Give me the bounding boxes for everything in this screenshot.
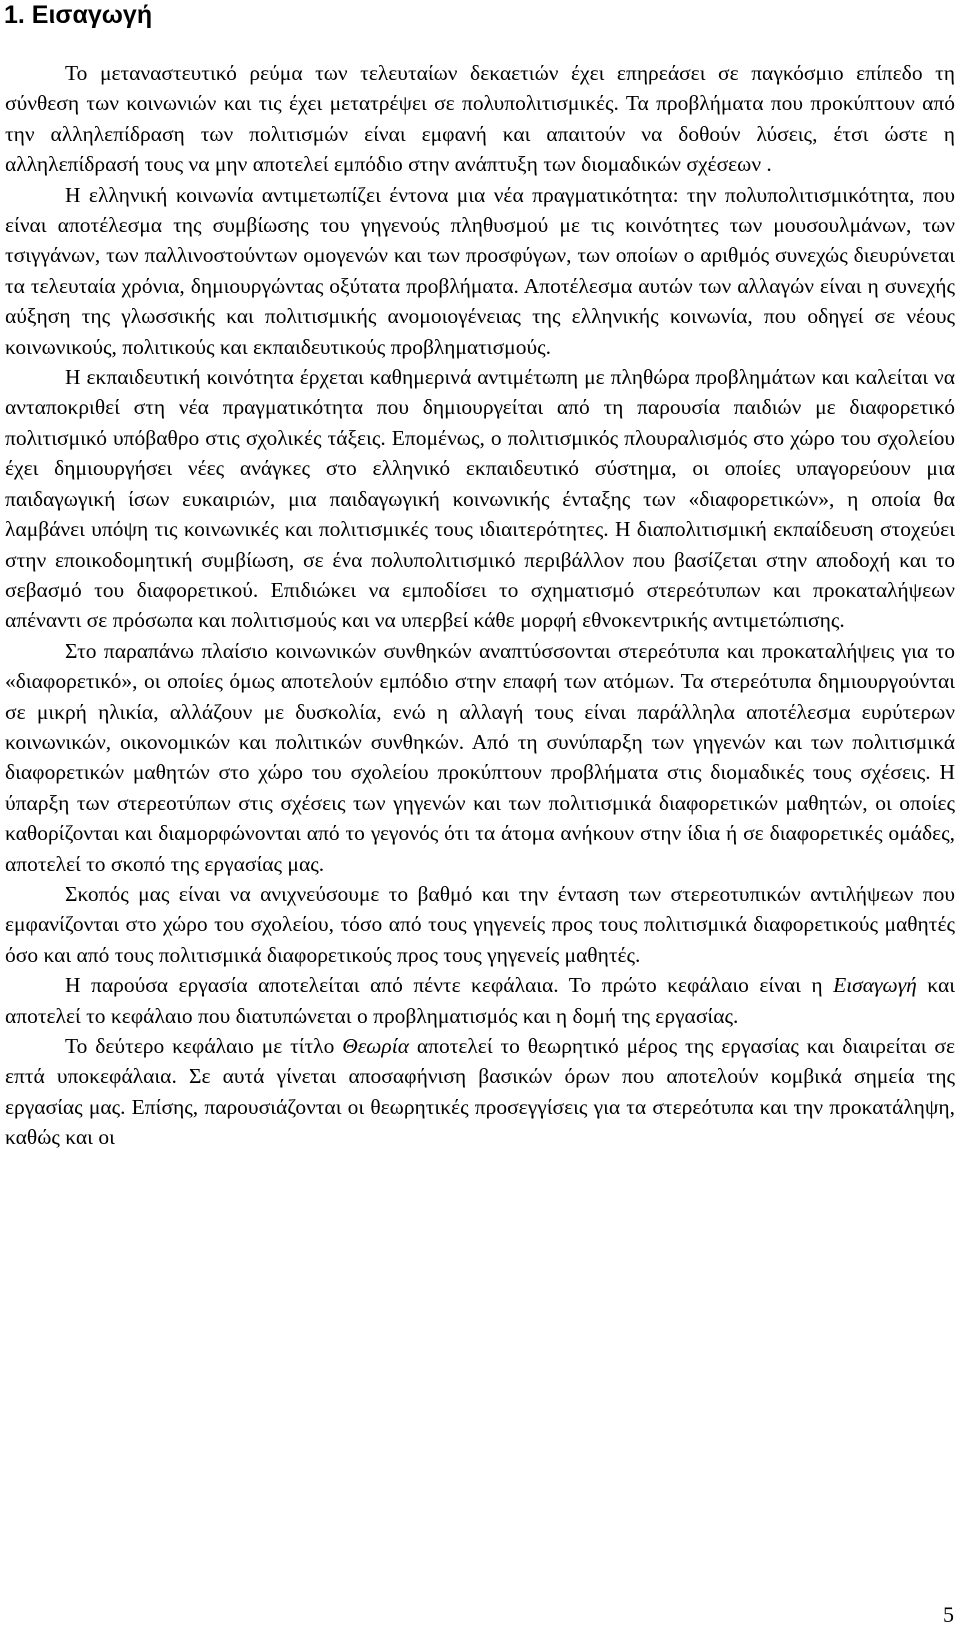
paragraph-3: Η εκπαιδευτική κοινότητα έρχεται καθημερινά αντιμέτωπη με πληθώρα προβλημάτων και καλείται να ανταποκριθεί στη νέα πραγματικότητα που δημιουργείται από τη παρουσία παιδιών με διαφορετικό πολιτισμικό υπόβαθρο στις σχολικές τάξεις. Επομένως, ο πολιτισμικός πλουραλισμός στο χώρο του σχολείου έχει δημιουργήσει νέες ανάγκες στο ελληνικό εκπαιδευτικό σύστημα, οι οποίες υπαγορεύουν μια παιδαγωγική ίσων ευκαιριών, μια παιδαγωγική κοινωνικής ένταξης των «διαφορετικών», η οποία θα λαμβάνει υπόψη τις κοινωνικές και πολιτισμικές τους ιδιαιτερότητες. Η διαπολιτισμική εκπαίδευση στοχεύει στην εποικοδομητική συμβίωση, σε ένα πολυπολιτισμικό περιβάλλον που βασίζεται στην αποδοχή και το σεβασμό του διαφορετικού. Επιδιώκει να εμποδίσει το σχηματισμό στερεότυπων και προκαταλήψεων απέναντι σε πρόσωπα και πολιτισμούς και να υπερβεί κάθε μορφή εθνοκεντρικής αντιμετώπισης.	[5, 365, 955, 633]
paragraph-4: Στο παραπάνω πλαίσιο κοινωνικών συνθηκών αναπτύσσονται στερεότυπα και προκαταλήψεις για το «διαφορετικό», οι οποίες όμως αποτελούν εμπόδιο στην επαφή των ατόμων. Τα στερεότυπα δημιουργούνται σε μικρή ηλικία, αλλάζουν με δυσκολία, ενώ η αλλαγή τους είναι παράλληλα αποτέλεσμα ευρύτερων κοινωνικών, οικονομικών και πολιτικών συνθηκών. Από τη συνύπαρξη των γηγενών και των πολιτισμικά διαφορετικών μαθητών στο χώρο του σχολείου προκύπτουν προβλήματα στις διομαδικές τους σχέσεις. Η ύπαρξη των στερεοτύπων στις σχέσεις των γηγενών και των πολιτισμικά διαφορετικών μαθητών, οι οποίες καθορίζονται και διαμορφώνονται από το γεγονός ότι τα άτομα ανήκουν στην ίδια ή σε διαφορετικές ομάδες, αποτελεί το σκοπό της εργασίας μας.	[5, 638, 955, 876]
body-text	[5, 58, 955, 1153]
chapter-name-introduction: Εισαγωγή	[833, 973, 917, 998]
chapter-name-theory: Θεωρία	[342, 1034, 409, 1058]
paragraph-2: Η ελληνική κοινωνία αντιμετωπίζει έντονα μια νέα πραγματικότητα: την πολυπολιτισμικότητα, που είναι αποτέλεσμα της συμβίωσης του γηγενούς πληθυσμού με τις κοινότητες των μουσουλμάνων, των τσιγγάνων, των παλλινοστούντων ομογενών και των προσφύγων, των οποίων ο αριθμός συνεχώς διευρύνεται τα τελευταία χρόνια, δημιουργώντας οξύτατα προβλήματα. Αποτέλεσμα αυτών των αλλαγών είναι η συνεχής αύξηση της γλωσσικής και πολιτισμικής ανομοιογένειας της ελληνικής κοινωνία, που οδηγεί σε νέους κοινωνικούς, πολιτικούς και εκπαιδευτικούς προβληματισμούς.	[5, 182, 955, 359]
paragraph-5: Σκοπός μας είναι να ανιχνεύσουμε το βαθμό και την ένταση των στερεοτυπικών αντιλήψεων που εμφανίζονται στο χώρο του σχολείου, τόσο από τους γηγενείς προς τους πολιτισμικά διαφορετικούς μαθητές όσο και από τους πολιτισμικά διαφορετικούς προς τους γηγενείς μαθητές.	[5, 881, 955, 967]
paragraph-7-text-after: αποτελεί το θεωρητικό μέρος της εργασίας και διαιρείται σε επτά υποκεφάλαια. Σε αυτά γίνεται αποσαφήνιση βασικών όρων που αποτελούν κομβικά σημεία της εργασίας μας. Επίσης, παρουσιάζονται οι θεωρητικές προσεγγίσεις για τα στερεότυπα και την προκατάληψη, καθώς και οι	[5, 1034, 955, 1150]
paragraph-7-text-before: Το δεύτερο κεφάλαιο με τίτλο	[65, 1034, 343, 1058]
paragraph-1: Το μεταναστευτικό ρεύμα των τελευταίων δεκαετιών έχει επηρεάσει σε παγκόσμιο επίπεδο τη σύνθεση των κοινωνιών και τις έχει μετατρέψει σε πολυπολιτισμικές. Τα προβλήματα που προκύπτουν από την αλληλεπίδραση των πολιτισμών είναι εμφανή και απαιτούν να δοθούν λύσεις, έτσι ώστε η αλληλεπίδρασή τους να μην αποτελεί εμπόδιο στην ανάπτυξη των διομαδικών σχέσεων .	[5, 61, 955, 177]
paragraph-6	[5, 970, 955, 1031]
paragraph-6-text-before: Η παρούσα εργασία αποτελείται από πέντε κεφάλαια. Το πρώτο κεφάλαιο είναι η	[65, 973, 834, 998]
paragraph-6-text-after: και αποτελεί το κεφάλαιο που διατυπώνεται ο προβληματισμός και η δομή της εργασίας.	[5, 973, 955, 1028]
page-number: 5	[943, 1602, 954, 1627]
section-title: 1. Εισαγωγή	[4, 1, 153, 29]
paragraph-7	[5, 1031, 955, 1153]
